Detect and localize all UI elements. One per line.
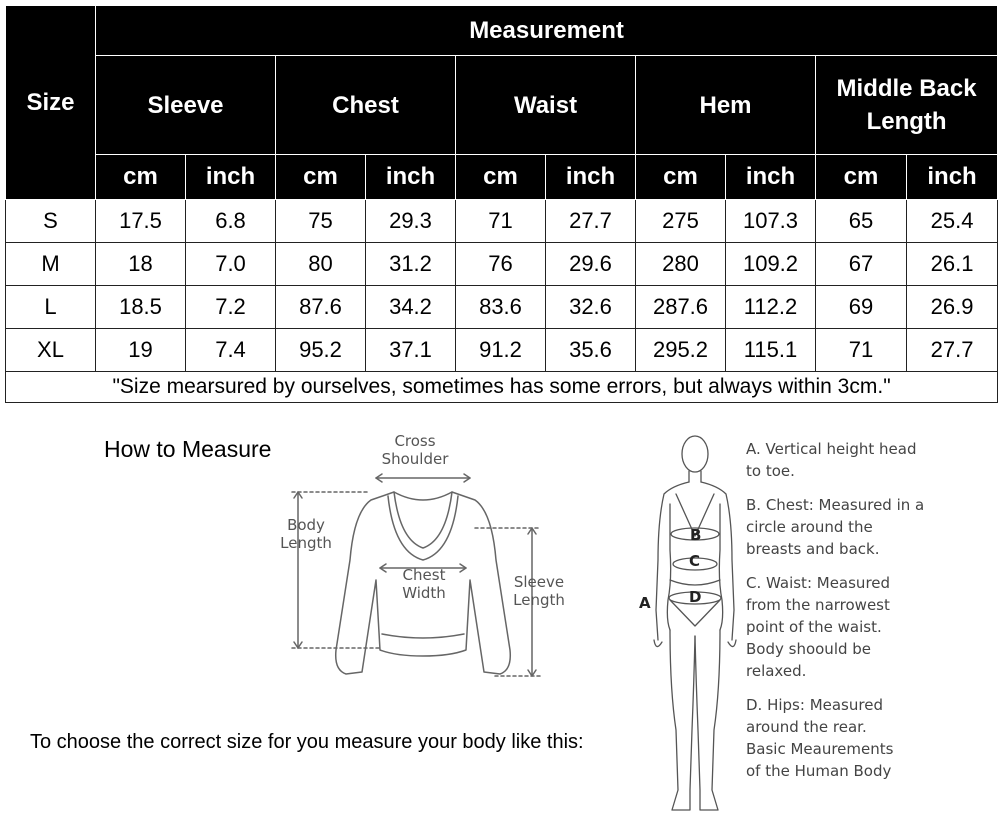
value-cell: 80 <box>276 243 366 286</box>
value-cell: 95.2 <box>276 329 366 372</box>
value-cell: 112.2 <box>726 286 816 329</box>
unit-header: cm <box>96 155 186 200</box>
value-cell: 65 <box>816 200 907 243</box>
value-cell: 69 <box>816 286 907 329</box>
measurement-header: Measurement <box>96 6 998 56</box>
group-hem-header: Hem <box>636 56 816 155</box>
value-cell: 7.0 <box>186 243 276 286</box>
value-cell: 19 <box>96 329 186 372</box>
value-cell: 37.1 <box>366 329 456 372</box>
value-cell: 71 <box>816 329 907 372</box>
sleeve-length-label: Sleeve Length <box>513 573 565 609</box>
body-letter-a: A <box>639 594 651 612</box>
table-note-row <box>6 372 998 403</box>
table-row <box>6 329 998 372</box>
unit-header: cm <box>636 155 726 200</box>
value-cell: 109.2 <box>726 243 816 286</box>
value-cell: 115.1 <box>726 329 816 372</box>
size-header: Size <box>6 6 96 200</box>
size-cell: XL <box>6 329 96 372</box>
size-cell: L <box>6 286 96 329</box>
instruction-text: To choose the correct size for you measure your body like this: <box>30 731 584 753</box>
value-cell: 31.2 <box>366 243 456 286</box>
value-cell: 76 <box>456 243 546 286</box>
value-cell: 7.4 <box>186 329 276 372</box>
value-cell: 83.6 <box>456 286 546 329</box>
value-cell: 6.8 <box>186 200 276 243</box>
unit-header: inch <box>726 155 816 200</box>
body-length-label: Body Length <box>280 516 332 552</box>
value-cell: 26.1 <box>907 243 998 286</box>
measurement-notes <box>746 438 996 794</box>
value-cell: 17.5 <box>96 200 186 243</box>
value-cell: 34.2 <box>366 286 456 329</box>
value-cell: 107.3 <box>726 200 816 243</box>
value-cell: 35.6 <box>546 329 636 372</box>
value-cell: 26.9 <box>907 286 998 329</box>
value-cell: 287.6 <box>636 286 726 329</box>
note-hips: D. Hips: Measured around the rear. Basic Meaurements of the Human Body <box>746 696 894 780</box>
table-note: "Size mearsured by ourselves, sometimes has some errors, but always within 3cm." <box>6 372 998 403</box>
note-chest: B. Chest: Measured in a circle around the breasts and back. <box>746 496 925 558</box>
size-cell: S <box>6 200 96 243</box>
value-cell: 18 <box>96 243 186 286</box>
unit-header: cm <box>276 155 366 200</box>
value-cell: 71 <box>456 200 546 243</box>
note-waist: C. Waist: Measured from the narrowest point of the waist. Body shoould be relaxed. <box>746 574 891 680</box>
value-cell: 25.4 <box>907 200 998 243</box>
value-cell: 7.2 <box>186 286 276 329</box>
value-cell: 280 <box>636 243 726 286</box>
group-waist-header: Waist <box>456 56 636 155</box>
body-letter-c: C <box>689 552 701 570</box>
value-cell: 295.2 <box>636 329 726 372</box>
chest-width-label: Chest Width <box>402 566 446 602</box>
body-letter-d: D <box>689 588 702 606</box>
table-row <box>6 200 998 243</box>
value-cell: 91.2 <box>456 329 546 372</box>
value-cell: 27.7 <box>907 329 998 372</box>
unit-header: inch <box>186 155 276 200</box>
unit-header: cm <box>816 155 907 200</box>
value-cell: 87.6 <box>276 286 366 329</box>
cross-shoulder-label: Cross Shoulder <box>381 432 449 468</box>
unit-header: inch <box>907 155 998 200</box>
value-cell: 75 <box>276 200 366 243</box>
table-row <box>6 243 998 286</box>
value-cell: 29.6 <box>546 243 636 286</box>
group-chest-header: Chest <box>276 56 456 155</box>
unit-header: cm <box>456 155 546 200</box>
value-cell: 67 <box>816 243 907 286</box>
size-cell: M <box>6 243 96 286</box>
value-cell: 27.7 <box>546 200 636 243</box>
unit-header: inch <box>366 155 456 200</box>
value-cell: 29.3 <box>366 200 456 243</box>
group-sleeve-header: Sleeve <box>96 56 276 155</box>
value-cell: 275 <box>636 200 726 243</box>
group-back-length-header: Middle Back Length <box>816 56 998 155</box>
table-row <box>6 286 998 329</box>
value-cell: 32.6 <box>546 286 636 329</box>
body-letter-b: B <box>690 526 702 544</box>
note-height: A. Vertical height head to toe. <box>746 440 917 480</box>
human-body-diagram <box>636 430 746 817</box>
value-cell: 18.5 <box>96 286 186 329</box>
unit-header: inch <box>546 155 636 200</box>
size-chart-table <box>5 5 998 403</box>
how-to-measure-title: How to Measure <box>104 436 272 462</box>
